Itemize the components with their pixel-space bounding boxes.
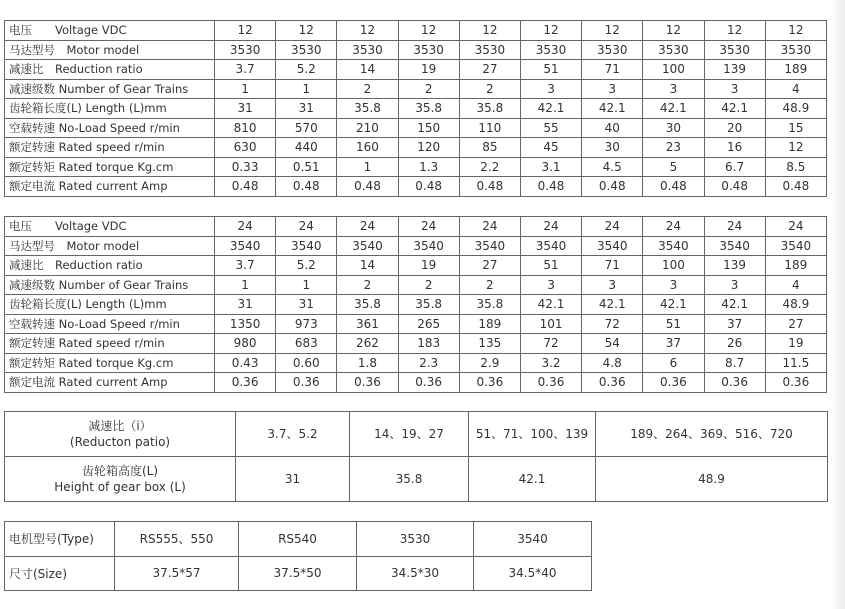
spec-cell: 24 xyxy=(582,217,643,237)
spec-cell: 42.1 xyxy=(704,99,765,119)
spec-cell: 24 xyxy=(398,217,459,237)
spec-cell: 3540 xyxy=(643,236,704,256)
spec-cell: 42.1 xyxy=(704,295,765,315)
spec-cell: 23 xyxy=(643,138,704,158)
motor-type-label: 电机型号(Type) xyxy=(5,522,115,557)
spec-row-label: 额定转速 Rated speed r/min xyxy=(5,334,215,354)
spec-cell: 1350 xyxy=(215,314,276,334)
spec-row-label: 额定转矩 Rated torque Kg.cm xyxy=(5,157,215,177)
spec-cell: 27 xyxy=(459,60,520,80)
spec-cell: 42.1 xyxy=(520,99,581,119)
spec-row-label: 电压 Voltage VDC xyxy=(5,21,215,41)
spec-cell: 0.60 xyxy=(276,353,337,373)
spec-row-label: 减速级数 Number of Gear Trains xyxy=(5,79,215,99)
spec-cell: 3 xyxy=(704,79,765,99)
spec-row xyxy=(5,99,827,119)
spec-cell: 27 xyxy=(459,256,520,276)
spec-cell: 3530 xyxy=(215,40,276,60)
spec-row xyxy=(5,118,827,138)
spec-cell: 12 xyxy=(520,21,581,41)
spec-cell: 120 xyxy=(398,138,459,158)
spec-cell: 71 xyxy=(582,256,643,276)
spec-cell: 12 xyxy=(276,21,337,41)
motor-size-cell: 37.5*57 xyxy=(115,556,239,591)
height-row xyxy=(5,457,828,502)
spec-cell: 37 xyxy=(643,334,704,354)
spec-cell: 0.33 xyxy=(215,157,276,177)
spec-cell: 3540 xyxy=(276,236,337,256)
spec-cell: 0.43 xyxy=(215,353,276,373)
spec-cell: 24 xyxy=(643,217,704,237)
spec-cell: 0.36 xyxy=(276,373,337,393)
spec-cell: 810 xyxy=(215,118,276,138)
spec-cell: 630 xyxy=(215,138,276,158)
spec-row xyxy=(5,60,827,80)
spec-cell: 139 xyxy=(704,256,765,276)
spec-cell: 100 xyxy=(643,256,704,276)
spec-cell: 2 xyxy=(337,275,398,295)
spec-cell: 0.36 xyxy=(215,373,276,393)
spec-cell: 3 xyxy=(582,79,643,99)
spec-cell: 4 xyxy=(765,275,826,295)
spec-cell: 3530 xyxy=(520,40,581,60)
spec-cell: 24 xyxy=(765,217,826,237)
spec-cell: 3530 xyxy=(337,40,398,60)
spec-cell: 12 xyxy=(459,21,520,41)
spec-cell: 0.48 xyxy=(765,177,826,197)
spec-cell: 1 xyxy=(337,157,398,177)
spec-cell: 6.7 xyxy=(704,157,765,177)
spec-cell: 42.1 xyxy=(582,99,643,119)
spec-cell: 72 xyxy=(582,314,643,334)
spec-cell: 5.2 xyxy=(276,60,337,80)
height-label-en: Height of gear box (L) xyxy=(54,480,186,494)
spec-cell: 0.36 xyxy=(520,373,581,393)
spec-row xyxy=(5,256,827,276)
motor-type-cell: RS555、550 xyxy=(115,522,239,557)
spec-cell: 27 xyxy=(765,314,826,334)
spec-cell: 14 xyxy=(337,60,398,80)
spec-cell: 3 xyxy=(643,79,704,99)
spec-cell: 55 xyxy=(520,118,581,138)
ratio-cell: 14、19、27 xyxy=(350,412,469,457)
spec-row xyxy=(5,157,827,177)
height-cell: 35.8 xyxy=(350,457,469,502)
spec-cell: 8.7 xyxy=(704,353,765,373)
spec-row-label: 空载转速 No-Load Speed r/min xyxy=(5,118,215,138)
spec-cell: 1.3 xyxy=(398,157,459,177)
spec-cell: 85 xyxy=(459,138,520,158)
spec-cell: 150 xyxy=(398,118,459,138)
ratio-cell: 189、264、369、516、720 xyxy=(596,412,828,457)
spec-cell: 1 xyxy=(215,79,276,99)
spec-cell: 51 xyxy=(643,314,704,334)
spec-row-label: 马达型号 Motor model xyxy=(5,40,215,60)
spec-cell: 26 xyxy=(704,334,765,354)
spec-cell: 3540 xyxy=(337,236,398,256)
spec-cell: 54 xyxy=(582,334,643,354)
spec-cell: 3530 xyxy=(643,40,704,60)
spec-cell: 12 xyxy=(765,21,826,41)
height-label-cell xyxy=(5,457,236,502)
spec-cell: 3.7 xyxy=(215,60,276,80)
spec-cell: 0.36 xyxy=(459,373,520,393)
spec-row xyxy=(5,334,827,354)
spec-cell: 35.8 xyxy=(398,295,459,315)
spec-cell: 24 xyxy=(520,217,581,237)
spec-cell: 48.9 xyxy=(765,295,826,315)
spec-row-label: 齿轮箱长度(L) Length (L)mm xyxy=(5,99,215,119)
spec-cell: 440 xyxy=(276,138,337,158)
spec-cell: 570 xyxy=(276,118,337,138)
motor-type-cell: RS540 xyxy=(239,522,357,557)
spec-cell: 100 xyxy=(643,60,704,80)
spec-cell: 2 xyxy=(398,275,459,295)
spec-cell: 20 xyxy=(704,118,765,138)
spec-cell: 3530 xyxy=(459,40,520,60)
spec-cell: 3 xyxy=(520,79,581,99)
spec-row-label: 电压 Voltage VDC xyxy=(5,217,215,237)
spec-row xyxy=(5,138,827,158)
height-cell: 42.1 xyxy=(469,457,596,502)
spec-cell: 2.3 xyxy=(398,353,459,373)
spec-cell: 12 xyxy=(643,21,704,41)
spec-cell: 0.48 xyxy=(704,177,765,197)
spec-cell: 19 xyxy=(398,60,459,80)
spec-row-label: 减速比 Reduction ratio xyxy=(5,256,215,276)
motor-size-label: 尺寸(Size) xyxy=(5,556,115,591)
spec-cell: 35.8 xyxy=(459,295,520,315)
spec-cell: 0.48 xyxy=(459,177,520,197)
motor-type-cell: 3530 xyxy=(357,522,474,557)
spec-row-label: 减速比 Reduction ratio xyxy=(5,60,215,80)
spec-cell: 0.48 xyxy=(337,177,398,197)
spec-row-label: 额定转矩 Rated torque Kg.cm xyxy=(5,353,215,373)
spec-cell: 3.1 xyxy=(520,157,581,177)
spec-cell: 6 xyxy=(643,353,704,373)
spec-cell: 31 xyxy=(276,295,337,315)
spec-cell: 3540 xyxy=(520,236,581,256)
spec-cell: 0.36 xyxy=(765,373,826,393)
spec-row xyxy=(5,295,827,315)
spec-cell: 5.2 xyxy=(276,256,337,276)
spec-cell: 2 xyxy=(459,275,520,295)
spec-cell: 0.36 xyxy=(704,373,765,393)
spec-cell: 2 xyxy=(398,79,459,99)
spec-cell: 31 xyxy=(276,99,337,119)
spec-cell: 3530 xyxy=(398,40,459,60)
spec-cell: 683 xyxy=(276,334,337,354)
motor-type-cell: 3540 xyxy=(474,522,592,557)
spec-cell: 2.9 xyxy=(459,353,520,373)
spec-cell: 35.8 xyxy=(459,99,520,119)
spec-cell: 262 xyxy=(337,334,398,354)
spec-cell: 973 xyxy=(276,314,337,334)
spec-cell: 3540 xyxy=(765,236,826,256)
spec-cell: 160 xyxy=(337,138,398,158)
ratio-label-cn: 减速比（i） xyxy=(88,419,152,433)
spec-cell: 19 xyxy=(398,256,459,276)
spec-cell: 980 xyxy=(215,334,276,354)
spec-cell: 45 xyxy=(520,138,581,158)
spec-cell: 183 xyxy=(398,334,459,354)
spec-cell: 2 xyxy=(459,79,520,99)
spec-cell: 4 xyxy=(765,79,826,99)
spec-row xyxy=(5,177,827,197)
motor-size-row xyxy=(5,556,592,591)
ratio-label-cell xyxy=(5,412,236,457)
spec-cell: 24 xyxy=(337,217,398,237)
spec-cell: 135 xyxy=(459,334,520,354)
spec-row xyxy=(5,353,827,373)
spec-cell: 3540 xyxy=(704,236,765,256)
spec-cell: 12 xyxy=(582,21,643,41)
spec-cell: 0.48 xyxy=(520,177,581,197)
spec-cell: 12 xyxy=(337,21,398,41)
spec-row-label: 齿轮箱长度(L) Length (L)mm xyxy=(5,295,215,315)
spec-row xyxy=(5,217,827,237)
spec-row-label: 减速级数 Number of Gear Trains xyxy=(5,275,215,295)
spec-cell: 0.36 xyxy=(398,373,459,393)
spec-cell: 48.9 xyxy=(765,99,826,119)
ratio-row xyxy=(5,412,828,457)
spec-row xyxy=(5,275,827,295)
motor-size-cell: 34.5*40 xyxy=(474,556,592,591)
spec-row-label: 额定电流 Rated current Amp xyxy=(5,373,215,393)
spec-cell: 8.5 xyxy=(765,157,826,177)
gearbox-height-table xyxy=(4,411,828,502)
spec-cell: 189 xyxy=(459,314,520,334)
spec-cell: 0.48 xyxy=(582,177,643,197)
spec-cell: 0.48 xyxy=(643,177,704,197)
spec-cell: 361 xyxy=(337,314,398,334)
ratio-cell: 51、71、100、139 xyxy=(469,412,596,457)
spec-cell: 2.2 xyxy=(459,157,520,177)
ratio-cell: 3.7、5.2 xyxy=(236,412,350,457)
spec-row-label: 额定电流 Rated current Amp xyxy=(5,177,215,197)
motor-size-table xyxy=(4,521,592,591)
spec-cell: 40 xyxy=(582,118,643,138)
spec-cell: 35.8 xyxy=(398,99,459,119)
spec-row xyxy=(5,314,827,334)
spec-cell: 30 xyxy=(643,118,704,138)
spec-cell: 0.36 xyxy=(643,373,704,393)
spec-row xyxy=(5,40,827,60)
height-label-cn: 齿轮箱高度(L) xyxy=(81,464,159,478)
ratio-label-en: (Reducton patio) xyxy=(69,435,171,449)
spec-cell: 3 xyxy=(520,275,581,295)
spec-cell: 1 xyxy=(276,79,337,99)
spec-cell: 0.36 xyxy=(337,373,398,393)
spec-table-24v xyxy=(4,216,827,393)
spec-cell: 3530 xyxy=(765,40,826,60)
spec-cell: 3540 xyxy=(398,236,459,256)
spec-cell: 1 xyxy=(276,275,337,295)
spec-cell: 11.5 xyxy=(765,353,826,373)
spec-cell: 101 xyxy=(520,314,581,334)
spec-cell: 3540 xyxy=(582,236,643,256)
spec-row-label: 空载转速 No-Load Speed r/min xyxy=(5,314,215,334)
spec-cell: 4.5 xyxy=(582,157,643,177)
spec-cell: 31 xyxy=(215,99,276,119)
spec-cell: 24 xyxy=(215,217,276,237)
spec-cell: 110 xyxy=(459,118,520,138)
spec-cell: 0.48 xyxy=(276,177,337,197)
spec-cell: 14 xyxy=(337,256,398,276)
spec-cell: 210 xyxy=(337,118,398,138)
spec-cell: 4.8 xyxy=(582,353,643,373)
spec-cell: 5 xyxy=(643,157,704,177)
spec-cell: 3540 xyxy=(215,236,276,256)
spec-cell: 0.48 xyxy=(398,177,459,197)
spec-cell: 12 xyxy=(215,21,276,41)
spec-cell: 3.7 xyxy=(215,256,276,276)
spec-cell: 16 xyxy=(704,138,765,158)
motor-size-cell: 37.5*50 xyxy=(239,556,357,591)
spec-cell: 72 xyxy=(520,334,581,354)
spec-cell: 265 xyxy=(398,314,459,334)
spec-cell: 42.1 xyxy=(582,295,643,315)
spec-cell: 3540 xyxy=(459,236,520,256)
spec-cell: 51 xyxy=(520,60,581,80)
spec-cell: 3 xyxy=(643,275,704,295)
spec-cell: 3 xyxy=(704,275,765,295)
spec-cell: 24 xyxy=(459,217,520,237)
spec-row-label: 额定转速 Rated speed r/min xyxy=(5,138,215,158)
spec-cell: 42.1 xyxy=(520,295,581,315)
spec-cell: 3 xyxy=(582,275,643,295)
spec-cell: 31 xyxy=(215,295,276,315)
spec-cell: 3530 xyxy=(582,40,643,60)
spec-row xyxy=(5,373,827,393)
spec-cell: 12 xyxy=(765,138,826,158)
height-cell: 48.9 xyxy=(596,457,828,502)
motor-size-cell: 34.5*30 xyxy=(357,556,474,591)
spec-cell: 24 xyxy=(276,217,337,237)
spec-cell: 12 xyxy=(398,21,459,41)
spec-row xyxy=(5,79,827,99)
spec-cell: 30 xyxy=(582,138,643,158)
motor-type-row xyxy=(5,522,592,557)
spec-cell: 3530 xyxy=(704,40,765,60)
spec-cell: 3530 xyxy=(276,40,337,60)
spec-cell: 139 xyxy=(704,60,765,80)
spec-cell: 3.2 xyxy=(520,353,581,373)
spec-row xyxy=(5,21,827,41)
spec-cell: 0.36 xyxy=(582,373,643,393)
spec-cell: 37 xyxy=(704,314,765,334)
spec-cell: 71 xyxy=(582,60,643,80)
spec-cell: 1.8 xyxy=(337,353,398,373)
spec-cell: 12 xyxy=(704,21,765,41)
spec-table-12v xyxy=(4,20,827,197)
spec-cell: 2 xyxy=(337,79,398,99)
spec-row xyxy=(5,236,827,256)
spec-cell: 189 xyxy=(765,256,826,276)
spec-row-label: 马达型号 Motor model xyxy=(5,236,215,256)
spec-cell: 0.51 xyxy=(276,157,337,177)
spec-cell: 189 xyxy=(765,60,826,80)
spec-cell: 1 xyxy=(215,275,276,295)
spec-cell: 15 xyxy=(765,118,826,138)
spec-cell: 24 xyxy=(704,217,765,237)
spec-cell: 42.1 xyxy=(643,99,704,119)
spec-cell: 51 xyxy=(520,256,581,276)
spec-cell: 35.8 xyxy=(337,295,398,315)
spec-cell: 19 xyxy=(765,334,826,354)
spec-cell: 0.48 xyxy=(215,177,276,197)
spec-cell: 42.1 xyxy=(643,295,704,315)
spec-cell: 35.8 xyxy=(337,99,398,119)
height-cell: 31 xyxy=(236,457,350,502)
